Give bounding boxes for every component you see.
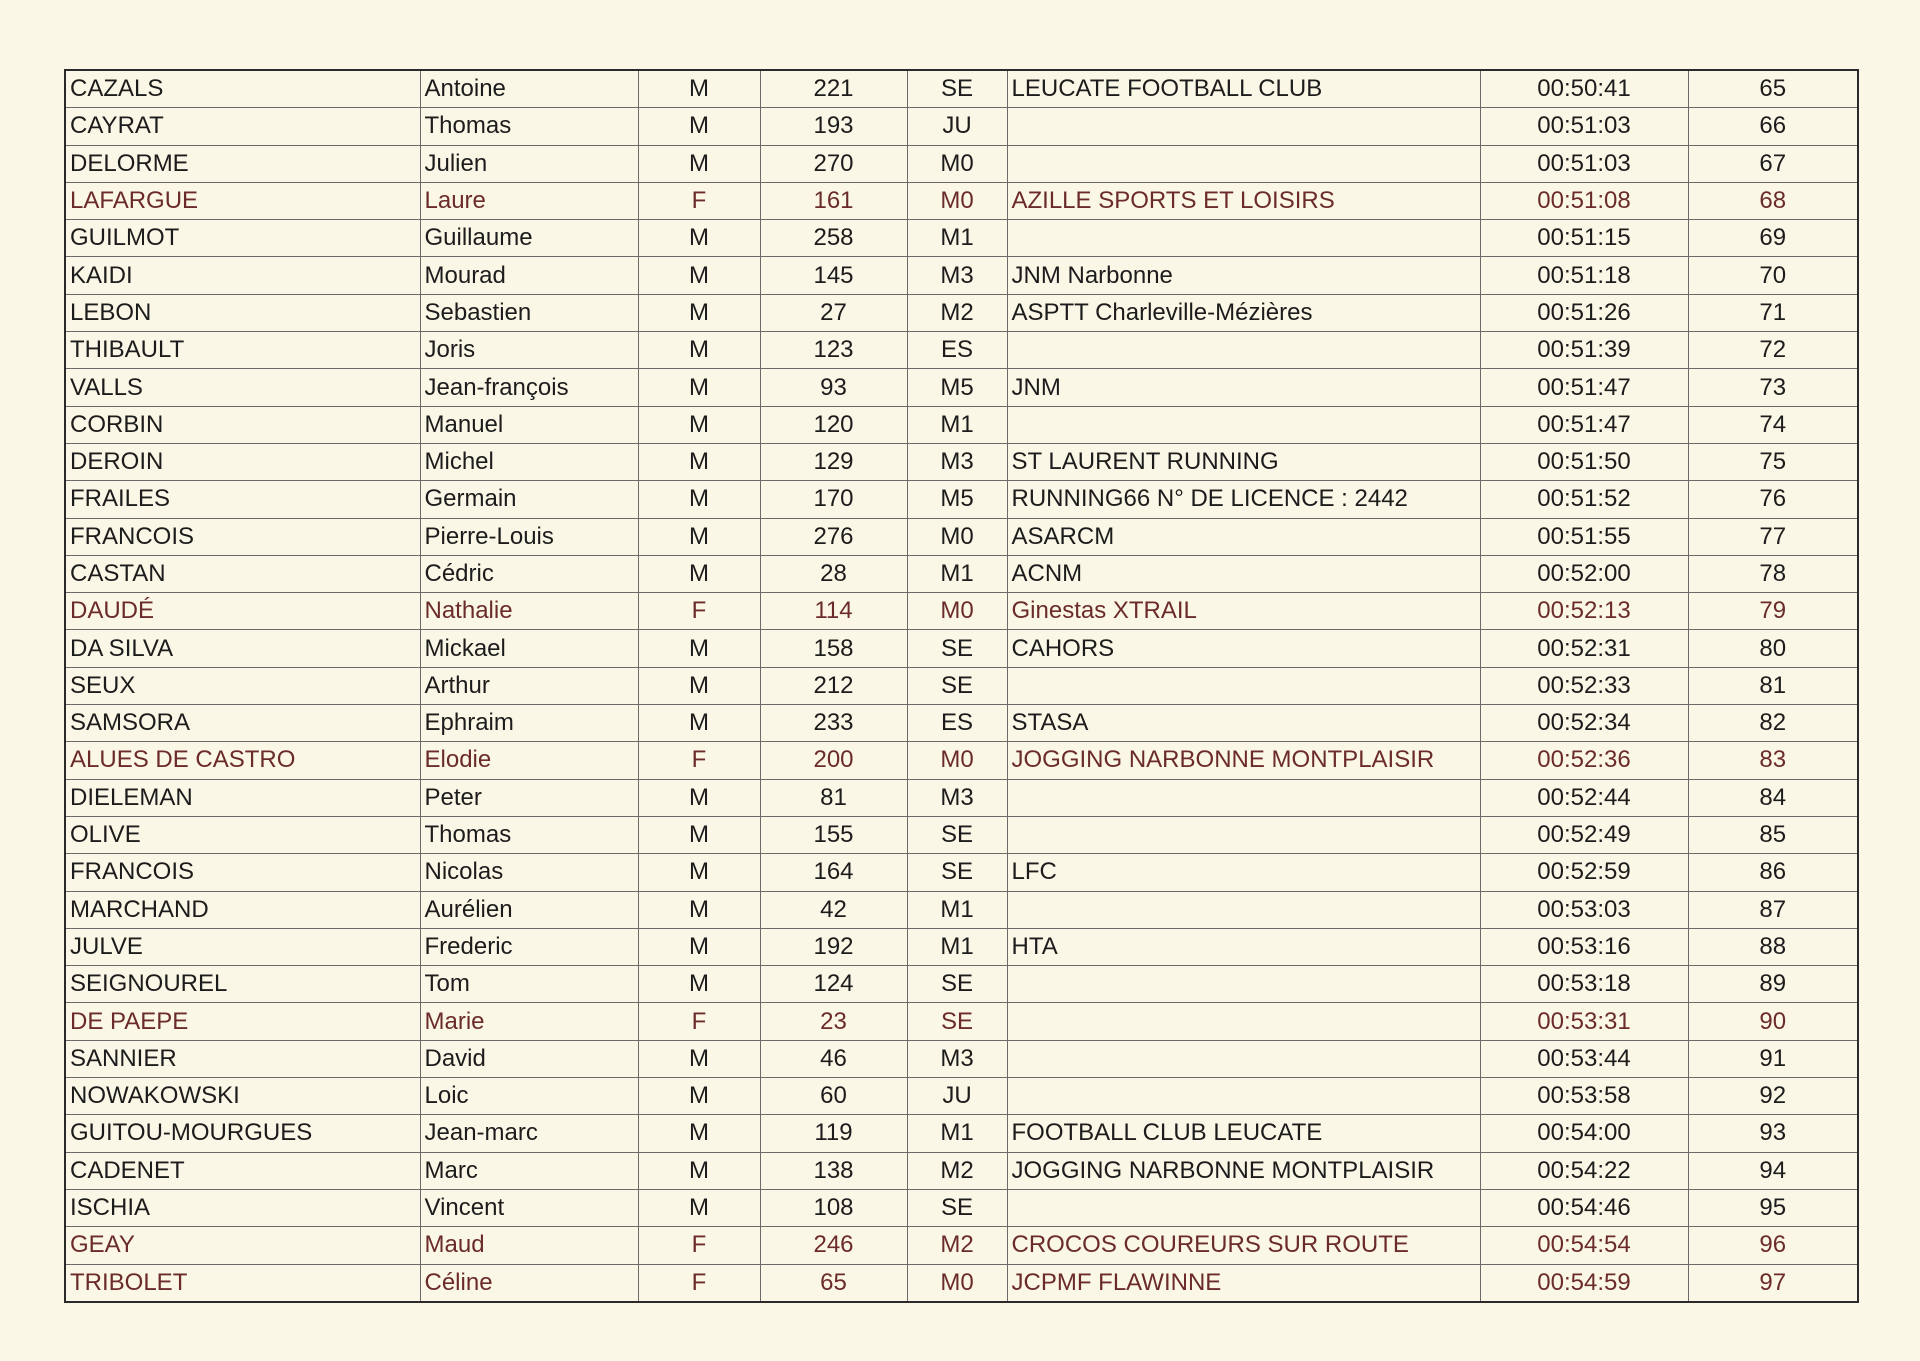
- finish-time: 00:50:41: [1480, 70, 1688, 108]
- finish-time: 00:52:49: [1480, 816, 1688, 853]
- finish-time: 00:51:52: [1480, 481, 1688, 518]
- bib-number: 145: [760, 257, 907, 294]
- rank: 90: [1688, 1003, 1858, 1040]
- club-name: [1007, 966, 1480, 1003]
- rank: 87: [1688, 891, 1858, 928]
- rank: 76: [1688, 481, 1858, 518]
- runner-last-name: DE PAEPE: [65, 1003, 420, 1040]
- rank: 65: [1688, 70, 1858, 108]
- runner-first-name: Mickael: [420, 630, 638, 667]
- finish-time: 00:52:59: [1480, 854, 1688, 891]
- table-row: [65, 70, 1858, 108]
- club-name: [1007, 816, 1480, 853]
- category: M3: [907, 257, 1007, 294]
- club-name: JNM Narbonne: [1007, 257, 1480, 294]
- bib-number: 221: [760, 70, 907, 108]
- rank: 93: [1688, 1115, 1858, 1152]
- rank: 66: [1688, 108, 1858, 145]
- runner-last-name: ALUES DE CASTRO: [65, 742, 420, 779]
- table-row: [65, 1003, 1858, 1040]
- finish-time: 00:54:54: [1480, 1227, 1688, 1264]
- club-name: RUNNING66 N° DE LICENCE : 2442: [1007, 481, 1480, 518]
- runner-last-name: VALLS: [65, 369, 420, 406]
- finish-time: 00:54:59: [1480, 1264, 1688, 1302]
- runner-last-name: OLIVE: [65, 816, 420, 853]
- finish-time: 00:53:18: [1480, 966, 1688, 1003]
- runner-last-name: SEUX: [65, 667, 420, 704]
- finish-time: 00:53:03: [1480, 891, 1688, 928]
- runner-first-name: Arthur: [420, 667, 638, 704]
- finish-time: 00:53:58: [1480, 1078, 1688, 1115]
- results-table-body: [65, 70, 1858, 1302]
- runner-last-name: DA SILVA: [65, 630, 420, 667]
- runner-sex: M: [638, 369, 760, 406]
- runner-first-name: Germain: [420, 481, 638, 518]
- table-row: [65, 1040, 1858, 1077]
- runner-last-name: LAFARGUE: [65, 182, 420, 219]
- bib-number: 270: [760, 145, 907, 182]
- table-row: [65, 1189, 1858, 1226]
- bib-number: 119: [760, 1115, 907, 1152]
- bib-number: 114: [760, 593, 907, 630]
- runner-last-name: SANNIER: [65, 1040, 420, 1077]
- table-row: [65, 555, 1858, 592]
- table-row: [65, 443, 1858, 480]
- club-name: CAHORS: [1007, 630, 1480, 667]
- rank: 89: [1688, 966, 1858, 1003]
- rank: 78: [1688, 555, 1858, 592]
- runner-first-name: Nicolas: [420, 854, 638, 891]
- bib-number: 124: [760, 966, 907, 1003]
- runner-last-name: NOWAKOWSKI: [65, 1078, 420, 1115]
- table-row: [65, 667, 1858, 704]
- runner-first-name: Joris: [420, 332, 638, 369]
- bib-number: 81: [760, 779, 907, 816]
- rank: 75: [1688, 443, 1858, 480]
- runner-sex: M: [638, 555, 760, 592]
- bib-number: 65: [760, 1264, 907, 1302]
- rank: 70: [1688, 257, 1858, 294]
- runner-sex: M: [638, 332, 760, 369]
- rank: 82: [1688, 705, 1858, 742]
- table-row: [65, 854, 1858, 891]
- club-name: [1007, 108, 1480, 145]
- bib-number: 138: [760, 1152, 907, 1189]
- runner-sex: M: [638, 257, 760, 294]
- runner-sex: M: [638, 108, 760, 145]
- club-name: [1007, 891, 1480, 928]
- runner-sex: M: [638, 854, 760, 891]
- club-name: JOGGING NARBONNE MONTPLAISIR: [1007, 1152, 1480, 1189]
- table-row: [65, 705, 1858, 742]
- runner-last-name: DIELEMAN: [65, 779, 420, 816]
- rank: 88: [1688, 928, 1858, 965]
- runner-sex: F: [638, 1227, 760, 1264]
- category: M0: [907, 182, 1007, 219]
- runner-sex: M: [638, 443, 760, 480]
- table-row: [65, 742, 1858, 779]
- runner-first-name: Vincent: [420, 1189, 638, 1226]
- runner-sex: M: [638, 1078, 760, 1115]
- category: M1: [907, 406, 1007, 443]
- category: M0: [907, 593, 1007, 630]
- bib-number: 200: [760, 742, 907, 779]
- finish-time: 00:51:47: [1480, 369, 1688, 406]
- category: SE: [907, 70, 1007, 108]
- runner-last-name: ISCHIA: [65, 1189, 420, 1226]
- runner-first-name: Nathalie: [420, 593, 638, 630]
- runner-first-name: Céline: [420, 1264, 638, 1302]
- bib-number: 27: [760, 294, 907, 331]
- runner-first-name: Mourad: [420, 257, 638, 294]
- finish-time: 00:52:34: [1480, 705, 1688, 742]
- runner-sex: F: [638, 593, 760, 630]
- table-row: [65, 406, 1858, 443]
- runner-sex: F: [638, 1003, 760, 1040]
- runner-sex: M: [638, 966, 760, 1003]
- table-row: [65, 928, 1858, 965]
- table-row: [65, 1152, 1858, 1189]
- finish-time: 00:52:00: [1480, 555, 1688, 592]
- runner-first-name: Michel: [420, 443, 638, 480]
- runner-first-name: Jean-marc: [420, 1115, 638, 1152]
- table-row: [65, 891, 1858, 928]
- table-row: [65, 1264, 1858, 1302]
- club-name: LEUCATE FOOTBALL CLUB: [1007, 70, 1480, 108]
- club-name: JCPMF FLAWINNE: [1007, 1264, 1480, 1302]
- finish-time: 00:53:44: [1480, 1040, 1688, 1077]
- finish-time: 00:51:50: [1480, 443, 1688, 480]
- runner-last-name: SEIGNOUREL: [65, 966, 420, 1003]
- finish-time: 00:54:22: [1480, 1152, 1688, 1189]
- runner-last-name: CASTAN: [65, 555, 420, 592]
- finish-time: 00:53:16: [1480, 928, 1688, 965]
- bib-number: 212: [760, 667, 907, 704]
- bib-number: 42: [760, 891, 907, 928]
- runner-first-name: Cédric: [420, 555, 638, 592]
- club-name: [1007, 1189, 1480, 1226]
- runner-first-name: Tom: [420, 966, 638, 1003]
- finish-time: 00:53:31: [1480, 1003, 1688, 1040]
- bib-number: 192: [760, 928, 907, 965]
- runner-first-name: Manuel: [420, 406, 638, 443]
- club-name: [1007, 1078, 1480, 1115]
- category: SE: [907, 1189, 1007, 1226]
- runner-last-name: SAMSORA: [65, 705, 420, 742]
- rank: 97: [1688, 1264, 1858, 1302]
- category: M0: [907, 518, 1007, 555]
- rank: 83: [1688, 742, 1858, 779]
- runner-last-name: JULVE: [65, 928, 420, 965]
- category: M1: [907, 1115, 1007, 1152]
- club-name: FOOTBALL CLUB LEUCATE: [1007, 1115, 1480, 1152]
- rank: 74: [1688, 406, 1858, 443]
- category: M3: [907, 1040, 1007, 1077]
- table-row: [65, 220, 1858, 257]
- rank: 81: [1688, 667, 1858, 704]
- club-name: [1007, 667, 1480, 704]
- runner-sex: M: [638, 891, 760, 928]
- runner-last-name: CORBIN: [65, 406, 420, 443]
- club-name: [1007, 145, 1480, 182]
- bib-number: 170: [760, 481, 907, 518]
- runner-sex: M: [638, 518, 760, 555]
- category: M1: [907, 220, 1007, 257]
- category: M5: [907, 369, 1007, 406]
- runner-first-name: Ephraim: [420, 705, 638, 742]
- bib-number: 233: [760, 705, 907, 742]
- rank: 72: [1688, 332, 1858, 369]
- runner-last-name: GUILMOT: [65, 220, 420, 257]
- table-row: [65, 1078, 1858, 1115]
- runner-sex: M: [638, 630, 760, 667]
- finish-time: 00:52:33: [1480, 667, 1688, 704]
- rank: 67: [1688, 145, 1858, 182]
- category: SE: [907, 966, 1007, 1003]
- runner-first-name: Frederic: [420, 928, 638, 965]
- runner-first-name: Laure: [420, 182, 638, 219]
- runner-last-name: DEROIN: [65, 443, 420, 480]
- bib-number: 108: [760, 1189, 907, 1226]
- club-name: AZILLE SPORTS ET LOISIRS: [1007, 182, 1480, 219]
- category: SE: [907, 667, 1007, 704]
- bib-number: 93: [760, 369, 907, 406]
- club-name: STASA: [1007, 705, 1480, 742]
- category: SE: [907, 854, 1007, 891]
- results-table: [64, 69, 1859, 1303]
- category: M2: [907, 294, 1007, 331]
- finish-time: 00:51:47: [1480, 406, 1688, 443]
- runner-first-name: Guillaume: [420, 220, 638, 257]
- runner-last-name: THIBAULT: [65, 332, 420, 369]
- bib-number: 258: [760, 220, 907, 257]
- table-row: [65, 332, 1858, 369]
- runner-last-name: FRANCOIS: [65, 854, 420, 891]
- runner-sex: M: [638, 145, 760, 182]
- finish-time: 00:51:08: [1480, 182, 1688, 219]
- runner-sex: M: [638, 705, 760, 742]
- runner-last-name: CAYRAT: [65, 108, 420, 145]
- runner-sex: M: [638, 294, 760, 331]
- bib-number: 129: [760, 443, 907, 480]
- bib-number: 193: [760, 108, 907, 145]
- runner-sex: M: [638, 406, 760, 443]
- category: M2: [907, 1152, 1007, 1189]
- club-name: JNM: [1007, 369, 1480, 406]
- runner-sex: M: [638, 70, 760, 108]
- category: M0: [907, 1264, 1007, 1302]
- finish-time: 00:51:55: [1480, 518, 1688, 555]
- rank: 84: [1688, 779, 1858, 816]
- runner-sex: M: [638, 667, 760, 704]
- bib-number: 155: [760, 816, 907, 853]
- finish-time: 00:54:00: [1480, 1115, 1688, 1152]
- runner-first-name: Marie: [420, 1003, 638, 1040]
- category: SE: [907, 630, 1007, 667]
- club-name: [1007, 332, 1480, 369]
- club-name: [1007, 1040, 1480, 1077]
- runner-first-name: Thomas: [420, 108, 638, 145]
- table-row: [65, 1115, 1858, 1152]
- runner-sex: M: [638, 928, 760, 965]
- rank: 68: [1688, 182, 1858, 219]
- runner-sex: M: [638, 481, 760, 518]
- table-row: [65, 518, 1858, 555]
- runner-sex: F: [638, 742, 760, 779]
- category: M1: [907, 555, 1007, 592]
- table-row: [65, 108, 1858, 145]
- table-row: [65, 481, 1858, 518]
- finish-time: 00:52:13: [1480, 593, 1688, 630]
- category: M2: [907, 1227, 1007, 1264]
- table-row: [65, 257, 1858, 294]
- rank: 92: [1688, 1078, 1858, 1115]
- category: M1: [907, 928, 1007, 965]
- club-name: [1007, 406, 1480, 443]
- club-name: LFC: [1007, 854, 1480, 891]
- runner-first-name: Maud: [420, 1227, 638, 1264]
- bib-number: 120: [760, 406, 907, 443]
- bib-number: 276: [760, 518, 907, 555]
- finish-time: 00:54:46: [1480, 1189, 1688, 1226]
- finish-time: 00:51:18: [1480, 257, 1688, 294]
- rank: 69: [1688, 220, 1858, 257]
- finish-time: 00:52:31: [1480, 630, 1688, 667]
- bib-number: 161: [760, 182, 907, 219]
- category: M0: [907, 145, 1007, 182]
- table-row: [65, 966, 1858, 1003]
- runner-last-name: CAZALS: [65, 70, 420, 108]
- club-name: ASARCM: [1007, 518, 1480, 555]
- rank: 71: [1688, 294, 1858, 331]
- runner-last-name: FRAILES: [65, 481, 420, 518]
- table-row: [65, 294, 1858, 331]
- table-row: [65, 630, 1858, 667]
- runner-first-name: Pierre-Louis: [420, 518, 638, 555]
- runner-sex: M: [638, 1040, 760, 1077]
- finish-time: 00:52:44: [1480, 779, 1688, 816]
- runner-last-name: GEAY: [65, 1227, 420, 1264]
- bib-number: 123: [760, 332, 907, 369]
- rank: 77: [1688, 518, 1858, 555]
- bib-number: 28: [760, 555, 907, 592]
- category: M5: [907, 481, 1007, 518]
- runner-sex: M: [638, 1152, 760, 1189]
- runner-sex: M: [638, 1189, 760, 1226]
- rank: 96: [1688, 1227, 1858, 1264]
- runner-last-name: GUITOU-MOURGUES: [65, 1115, 420, 1152]
- runner-sex: F: [638, 182, 760, 219]
- runner-last-name: CADENET: [65, 1152, 420, 1189]
- rank: 91: [1688, 1040, 1858, 1077]
- runner-last-name: TRIBOLET: [65, 1264, 420, 1302]
- runner-last-name: FRANCOIS: [65, 518, 420, 555]
- bib-number: 246: [760, 1227, 907, 1264]
- table-row: [65, 182, 1858, 219]
- runner-last-name: DELORME: [65, 145, 420, 182]
- runner-first-name: Aurélien: [420, 891, 638, 928]
- finish-time: 00:52:36: [1480, 742, 1688, 779]
- category: M3: [907, 443, 1007, 480]
- rank: 94: [1688, 1152, 1858, 1189]
- table-row: [65, 1227, 1858, 1264]
- runner-sex: F: [638, 1264, 760, 1302]
- category: M3: [907, 779, 1007, 816]
- rank: 79: [1688, 593, 1858, 630]
- category: M1: [907, 891, 1007, 928]
- table-row: [65, 593, 1858, 630]
- rank: 73: [1688, 369, 1858, 406]
- finish-time: 00:51:39: [1480, 332, 1688, 369]
- rank: 80: [1688, 630, 1858, 667]
- runner-first-name: Thomas: [420, 816, 638, 853]
- club-name: ACNM: [1007, 555, 1480, 592]
- runner-first-name: Loic: [420, 1078, 638, 1115]
- club-name: CROCOS COUREURS SUR ROUTE: [1007, 1227, 1480, 1264]
- runner-sex: M: [638, 779, 760, 816]
- runner-first-name: Peter: [420, 779, 638, 816]
- bib-number: 164: [760, 854, 907, 891]
- club-name: [1007, 779, 1480, 816]
- runner-last-name: KAIDI: [65, 257, 420, 294]
- table-row: [65, 779, 1858, 816]
- runner-first-name: David: [420, 1040, 638, 1077]
- finish-time: 00:51:15: [1480, 220, 1688, 257]
- rank: 85: [1688, 816, 1858, 853]
- runner-first-name: Jean-françois: [420, 369, 638, 406]
- runner-last-name: MARCHAND: [65, 891, 420, 928]
- runner-first-name: Sebastien: [420, 294, 638, 331]
- runner-sex: M: [638, 220, 760, 257]
- club-name: HTA: [1007, 928, 1480, 965]
- table-row: [65, 816, 1858, 853]
- table-row: [65, 145, 1858, 182]
- finish-time: 00:51:26: [1480, 294, 1688, 331]
- club-name: [1007, 1003, 1480, 1040]
- bib-number: 23: [760, 1003, 907, 1040]
- bib-number: 46: [760, 1040, 907, 1077]
- club-name: ASPTT Charleville-Mézières: [1007, 294, 1480, 331]
- category: SE: [907, 816, 1007, 853]
- runner-sex: M: [638, 816, 760, 853]
- bib-number: 158: [760, 630, 907, 667]
- rank: 86: [1688, 854, 1858, 891]
- category: ES: [907, 332, 1007, 369]
- club-name: Ginestas XTRAIL: [1007, 593, 1480, 630]
- category: SE: [907, 1003, 1007, 1040]
- table-row: [65, 369, 1858, 406]
- runner-sex: M: [638, 1115, 760, 1152]
- finish-time: 00:51:03: [1480, 108, 1688, 145]
- club-name: [1007, 220, 1480, 257]
- category: ES: [907, 705, 1007, 742]
- club-name: ST LAURENT RUNNING: [1007, 443, 1480, 480]
- category: JU: [907, 108, 1007, 145]
- rank: 95: [1688, 1189, 1858, 1226]
- runner-last-name: DAUDÉ: [65, 593, 420, 630]
- category: M0: [907, 742, 1007, 779]
- finish-time: 00:51:03: [1480, 145, 1688, 182]
- club-name: JOGGING NARBONNE MONTPLAISIR: [1007, 742, 1480, 779]
- runner-first-name: Marc: [420, 1152, 638, 1189]
- runner-first-name: Antoine: [420, 70, 638, 108]
- category: JU: [907, 1078, 1007, 1115]
- runner-first-name: Julien: [420, 145, 638, 182]
- bib-number: 60: [760, 1078, 907, 1115]
- runner-last-name: LEBON: [65, 294, 420, 331]
- runner-first-name: Elodie: [420, 742, 638, 779]
